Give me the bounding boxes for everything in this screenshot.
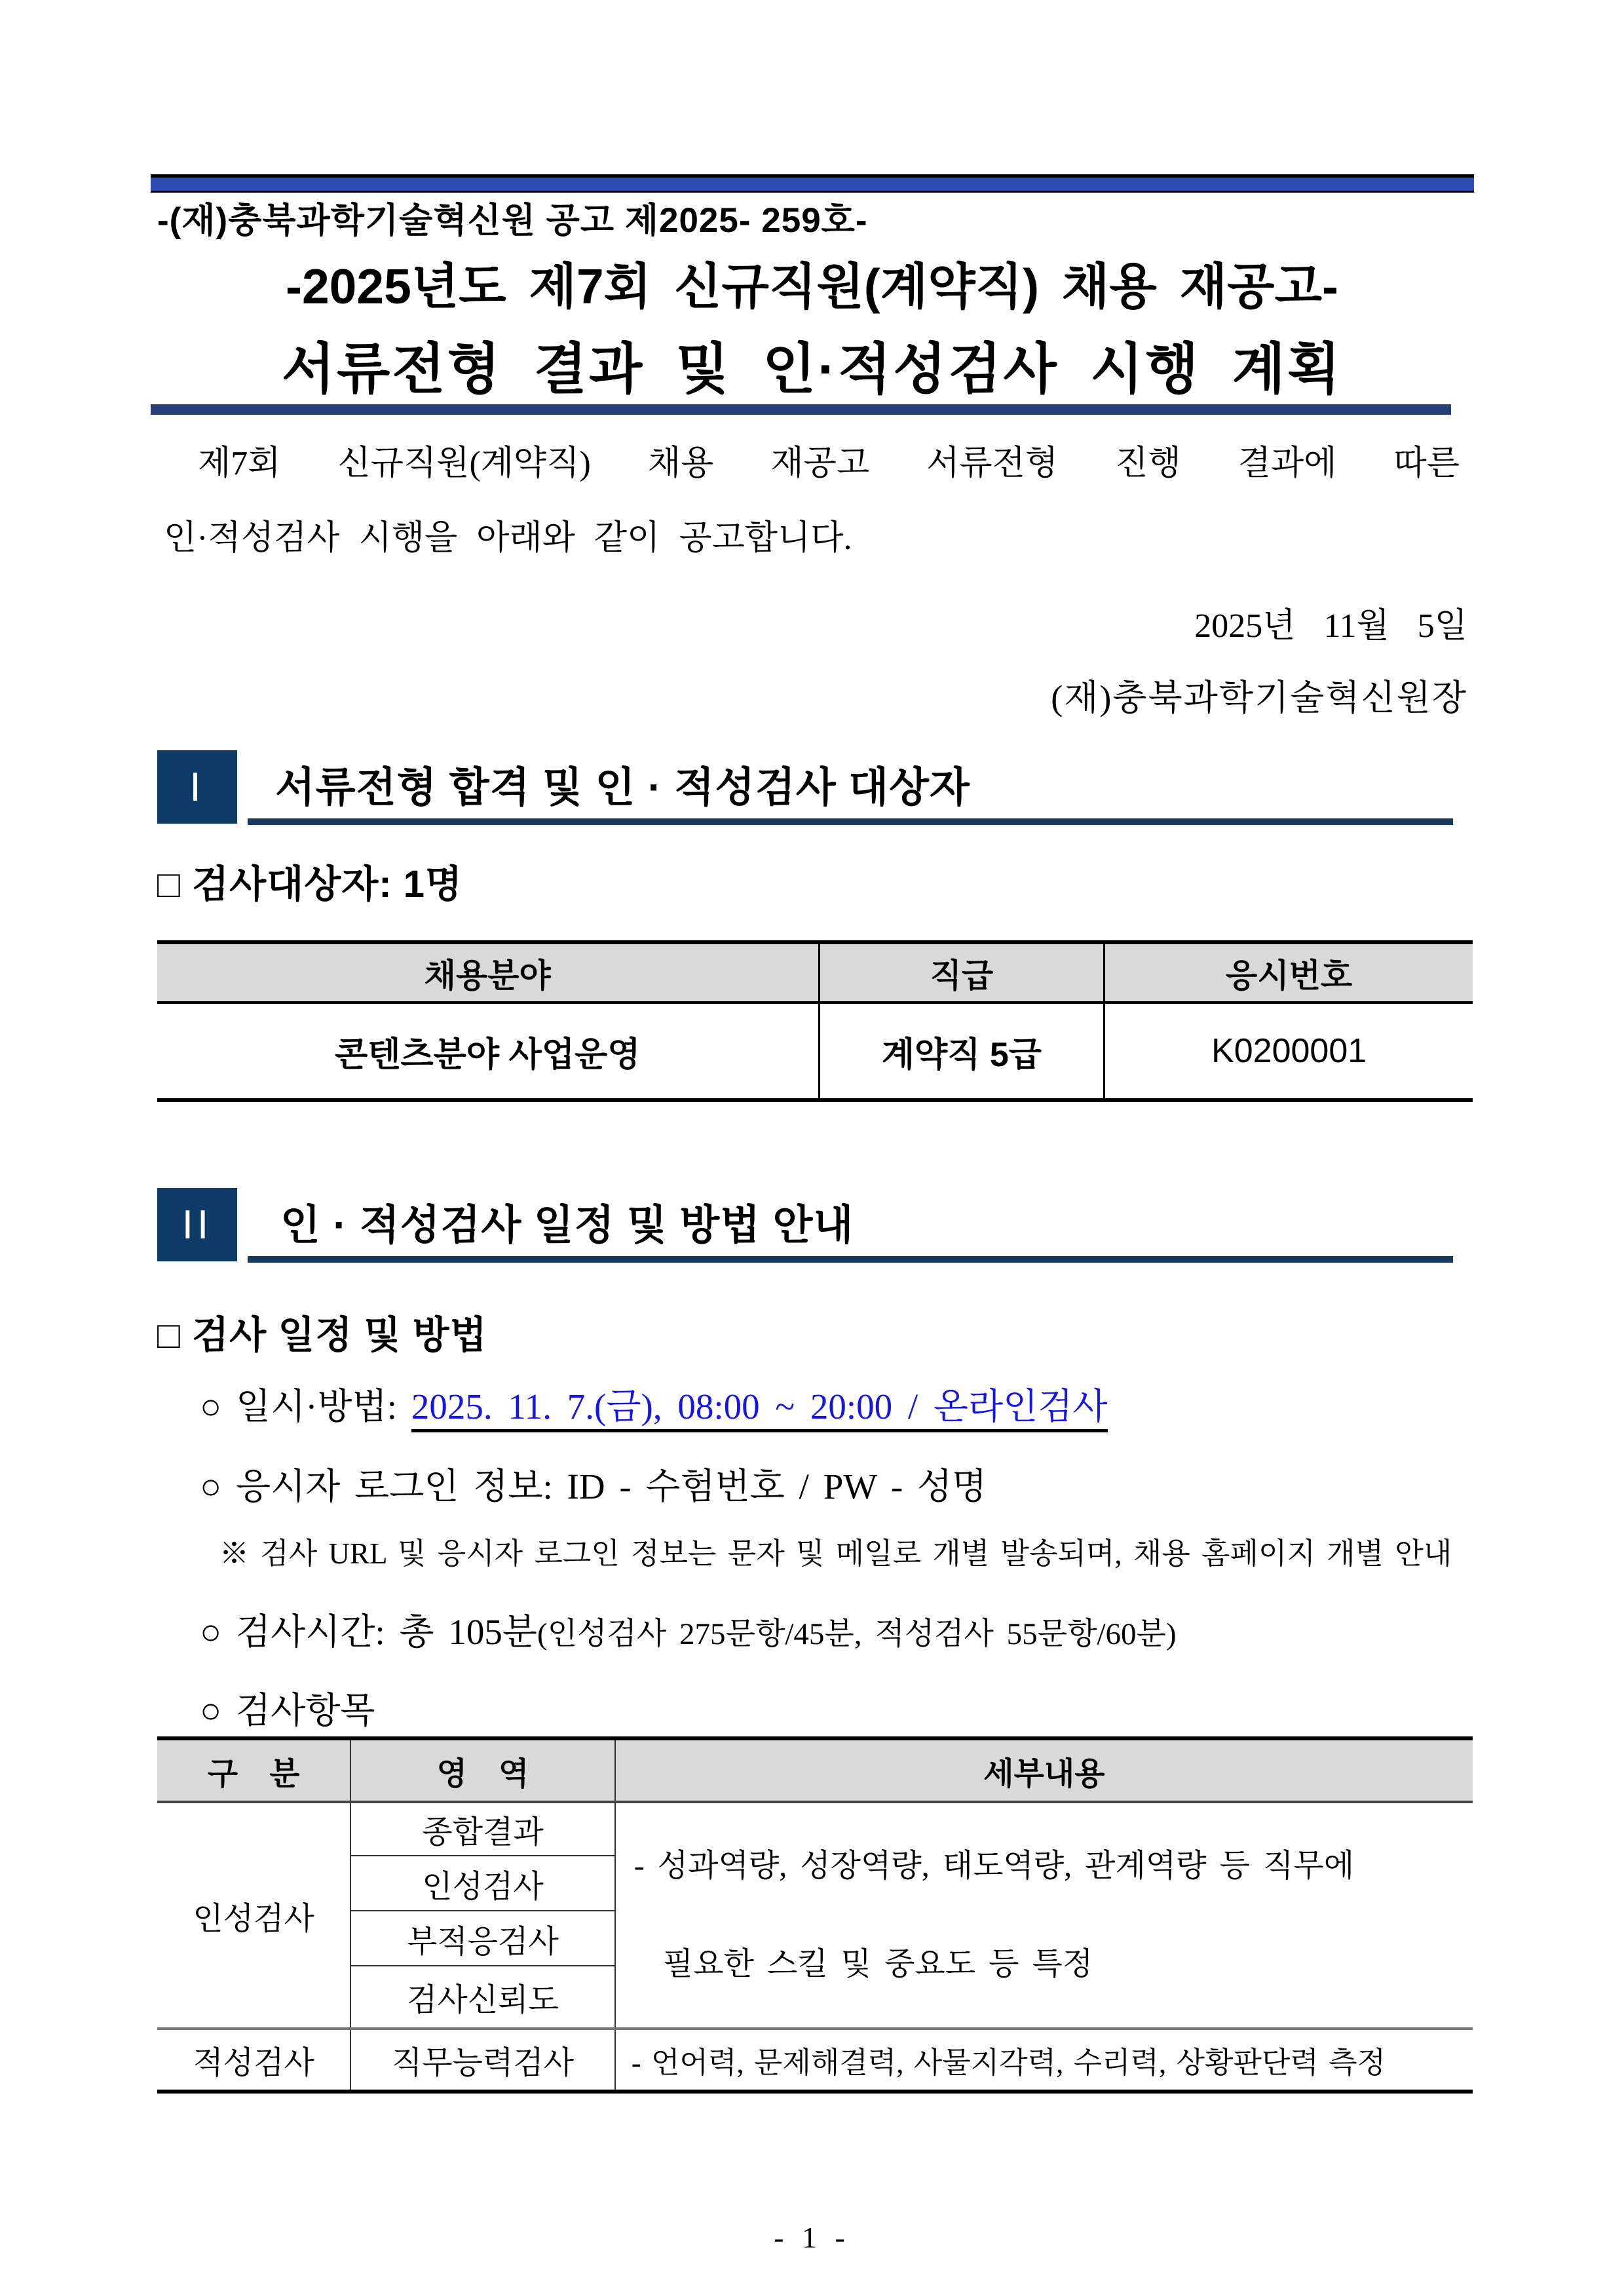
bullet-test-items: ○ 검사항목 bbox=[200, 1691, 375, 1731]
roman-numeral-two: II bbox=[181, 1202, 213, 1248]
test-items-table bbox=[157, 1736, 1473, 2094]
test-table-header-row bbox=[157, 1738, 1473, 1802]
announcement-date: 2025년 11월 5일 bbox=[1194, 607, 1467, 645]
header-position-grade: 직급 bbox=[819, 942, 1105, 1003]
applicant-table-row bbox=[157, 1003, 1473, 1100]
section1-underline-bar bbox=[248, 818, 1453, 825]
cell-personality-category: 인성검사 bbox=[193, 1901, 314, 1936]
cell-aptitude-category: 적성검사 bbox=[157, 2029, 350, 2092]
duration-main: ○ 검사시간: 총 105분 bbox=[200, 1612, 538, 1652]
title-underline-bar bbox=[151, 404, 1451, 415]
personality-detail-line1: - 성과역량, 성장역량, 태도역량, 관계역량 등 직무에 bbox=[633, 1848, 1355, 1883]
cell-area-personality: 인성검사 bbox=[350, 1856, 615, 1911]
cell-area-job-ability: 직무능력검사 bbox=[350, 2029, 615, 2092]
cell-area-maladjustment: 부적응검사 bbox=[350, 1911, 615, 1966]
header-detail: 세부내용 bbox=[615, 1738, 1473, 1802]
document-title-line1: -2025년도 제7회 신규직원(계약직) 채용 재공고- bbox=[285, 259, 1338, 314]
document-title-line2: 서류전형 결과 및 인·적성검사 시행 계획 bbox=[282, 338, 1342, 400]
cell-area-reliability: 검사신뢰도 bbox=[350, 1966, 615, 2029]
applicant-table-header-row bbox=[157, 942, 1473, 1003]
cell-area-overall: 종합결과 bbox=[350, 1802, 615, 1856]
top-blue-divider-bar bbox=[151, 174, 1474, 193]
cell-aptitude-detail: - 언어력, 문제해결력, 사물지각력, 수리력, 상황판단력 측정 bbox=[615, 2029, 1473, 2092]
page-number: - 1 - bbox=[774, 2221, 850, 2254]
notice-number: -(재)충북과학기술혁신원 공고 제2025- 259호- bbox=[157, 201, 868, 240]
target-count-subheading: □ 검사대상자: 1명 bbox=[157, 863, 463, 906]
bullet-login-info: ○ 응시자 로그인 정보: ID - 수험번호 / PW - 성명 bbox=[200, 1466, 987, 1506]
online-test-schedule-link[interactable]: 2025. 11. 7.(금), 08:00 ~ 20:00 / 온라인검사 bbox=[411, 1387, 1108, 1432]
section1-title: 서류전형 합격 및 인 · 적성검사 대상자 bbox=[275, 765, 970, 811]
duration-detail: (인성검사 275문항/45분, 적성검사 55문항/60분) bbox=[537, 1617, 1177, 1651]
bullet-test-duration bbox=[200, 1603, 1177, 1655]
cell-personality-detail bbox=[615, 1802, 1473, 2029]
applicant-table bbox=[157, 940, 1473, 1102]
personality-detail-line2: 필요한 스킬 및 중요도 등 특정 bbox=[662, 1947, 1093, 1981]
announcer-name: (재)충북과학기술혁신원장 bbox=[1051, 678, 1467, 718]
section2-title: 인 · 적성검사 일정 및 방법 안내 bbox=[280, 1202, 854, 1248]
roman-numeral-one: I bbox=[189, 764, 205, 810]
header-recruit-field: 채용분야 bbox=[157, 942, 819, 1003]
note-url-delivery: ※ 검사 URL 및 응시자 로그인 정보는 문자 및 메일로 개별 발송되며, 채용 홈페이지 개별 안내 bbox=[219, 1537, 1452, 1570]
section2-underline-bar bbox=[248, 1256, 1453, 1263]
schedule-method-subheading: □ 검사 일정 및 방법 bbox=[157, 1314, 487, 1356]
header-category: 구 분 bbox=[157, 1738, 350, 1802]
table-row bbox=[157, 2029, 1473, 2092]
header-area: 영 역 bbox=[350, 1738, 615, 1802]
header-applicant-number: 응시번호 bbox=[1105, 942, 1473, 1003]
section1-numeral-box bbox=[157, 750, 237, 824]
bullet-schedule bbox=[200, 1377, 1108, 1429]
cell-position-grade: 계약직 5급 bbox=[819, 1003, 1105, 1100]
cell-applicant-number: K0200001 bbox=[1105, 1003, 1473, 1100]
cell-recruit-field: 콘텐츠분야 사업운영 bbox=[334, 1035, 641, 1074]
table-row bbox=[157, 1802, 1473, 1856]
section2-numeral-box bbox=[157, 1188, 237, 1261]
intro-paragraph-line1: 제7회 신규직원(계약직) 채용 재공고 서류전형 진행 결과에 따른 bbox=[198, 445, 1460, 482]
bullet-schedule-label: ○ 일시·방법: bbox=[200, 1387, 411, 1426]
intro-paragraph-line2: 인·적성검사 시행을 아래와 같이 공고합니다. bbox=[164, 520, 852, 557]
